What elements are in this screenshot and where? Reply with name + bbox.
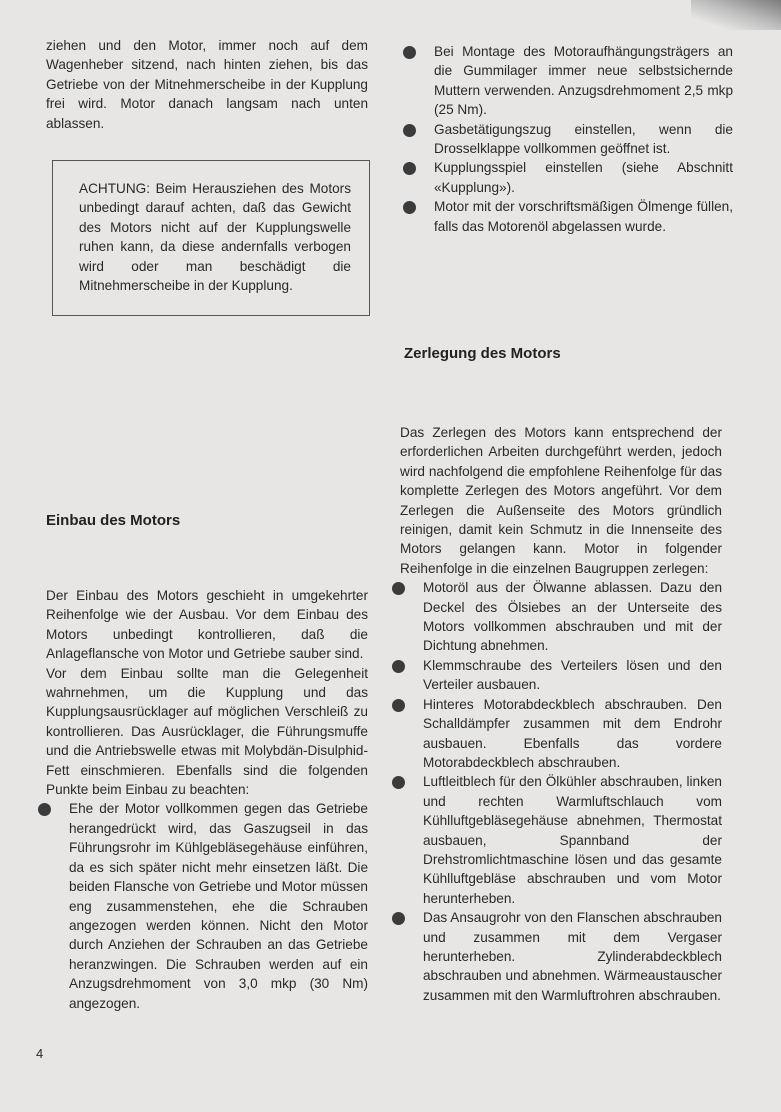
scan-shadow bbox=[691, 0, 781, 30]
warning-text: ACHTUNG: Beim Herausziehen des Motors unbedingt darauf achten, daß das Gewicht des Motors nicht auf der Kupplungswelle ruhen kann, da diese andernfalls verbogen wird oder man beschädigt die Mitnehmerscheibe in der Kupplung. bbox=[79, 181, 351, 294]
warning-box bbox=[52, 160, 370, 316]
intro-paragraph bbox=[46, 36, 368, 133]
list-item: Klemmschraube des Verteilers lösen und den Verteiler ausbauen. bbox=[400, 656, 722, 695]
list-item: Bei Montage des Motoraufhängungsträgers an die Gummilager immer neue selbstsichernde Muttern verwenden. Anzugsdrehmoment 2,5 mkp (25 Nm). bbox=[411, 42, 733, 120]
section-title-einbau: Einbau des Motors bbox=[46, 512, 181, 529]
zerlegung-bullet-list bbox=[400, 578, 722, 1005]
list-item: Motor mit der vorschriftsmäßigen Ölmenge füllen, falls das Motorenöl abgelassen wurde. bbox=[411, 197, 733, 236]
list-item: Das Ansaugrohr von den Flanschen abschrauben und zusammen mit dem Vergaser herunterheben. Zylinderabdeckblech abschrauben und abnehmen. Wärmeaustauscher zusammen mit den Warmluftrohren abschrauben. bbox=[400, 908, 722, 1005]
list-item: Gasbetätigungszug einstellen, wenn die Drosselklappe vollkommen geöffnet ist. bbox=[411, 120, 733, 159]
einbau-paragraph-1: Der Einbau des Motors geschieht in umgekehrter Reihenfolge wie der Ausbau. Vor dem Einbau des Motors unbedingt kontrollieren, daß die Anlageflansche von Motor und Getriebe sauber sind. bbox=[46, 588, 368, 662]
section-title-zerlegung: Zerlegung des Motors bbox=[404, 345, 561, 362]
page-number: 4 bbox=[36, 1046, 44, 1061]
right-top-bullets bbox=[411, 42, 733, 236]
einbau-body bbox=[46, 586, 368, 1013]
zerlegung-paragraph: Das Zerlegen des Motors kann entsprechend der erforderlichen Arbeiten durchgeführt werden, jedoch wird nachfolgend die empfohlene Reihenfolge für das komplette Zerlegen des Motors angeführt. Vor dem Zerlegen die Außenseite des Motors gründlich reinigen, damit kein Schmutz in die Innenseite des Motors gelangen kann. Motor in folgender Reihenfolge in die einzelnen Baugruppen zerlegen: bbox=[400, 425, 722, 576]
list-item: Motoröl aus der Ölwanne ablassen. Dazu den Deckel des Ölsiebes an der Unterseite des Motors vollkommen abschrauben und mit der Dichtung abnehmen. bbox=[400, 578, 722, 656]
list-item: Luftleitblech für den Ölkühler abschrauben, linken und rechten Warmluftschlauch vom Kühlluftgebläsegehäuse abnehmen, Thermostat ausbauen, Spannband der Drehstromlichtmaschine lösen und das gesamte Kühlluftgebläse abschrauben und vom Motor herunterheben. bbox=[400, 772, 722, 908]
list-item: Kupplungsspiel einstellen (siehe Abschnitt «Kupplung»). bbox=[411, 158, 733, 197]
zerlegung-body bbox=[400, 423, 722, 1005]
einbau-bullet-list bbox=[46, 799, 368, 1012]
einbau-paragraph-2: Vor dem Einbau sollte man die Gelegenheit wahrnehmen, um die Kupplung und das Kupplungsausrücklager auf möglichen Verschleiß zu kontrollieren. Das Ausrücklager, die Führungsmuffe und die Antriebswelle etwas mit Molybdän-Disulphid-Fett einschmieren. Ebenfalls sind die folgenden Punkte beim Einbau zu beachten: bbox=[46, 665, 368, 798]
list-item: Ehe der Motor vollkommen gegen das Getriebe herangedrückt wird, das Gaszugseil in das Führungsrohr im Kühlgebläsegehäuse einführen, da es sich später nicht mehr einsetzen läßt. Die beiden Flansche von Getriebe und Motor müssen eng zusammenstehen, ehe die Schrauben angezogen werden können. Nicht den Motor durch Anziehen der Schrauben an das Getriebe heranzwingen. Die Schrauben werden auf ein Anzugsdrehmoment von 3,0 mkp (30 Nm) angezogen. bbox=[46, 799, 368, 1012]
list-item: Hinteres Motorabdeckblech abschrauben. Den Schalldämpfer zusammen mit dem Endrohr ausbauen. Ebenfalls das vordere Motorabdeckblech abschrauben. bbox=[400, 695, 722, 773]
intro-text: ziehen und den Motor, immer noch auf dem Wagenheber sitzend, nach hinten ziehen, bis das Getriebe von der Mitnehmerscheibe in der Kupplung frei wird. Motor danach langsam nach unten ablassen. bbox=[46, 38, 368, 131]
montage-bullet-list bbox=[411, 42, 733, 236]
